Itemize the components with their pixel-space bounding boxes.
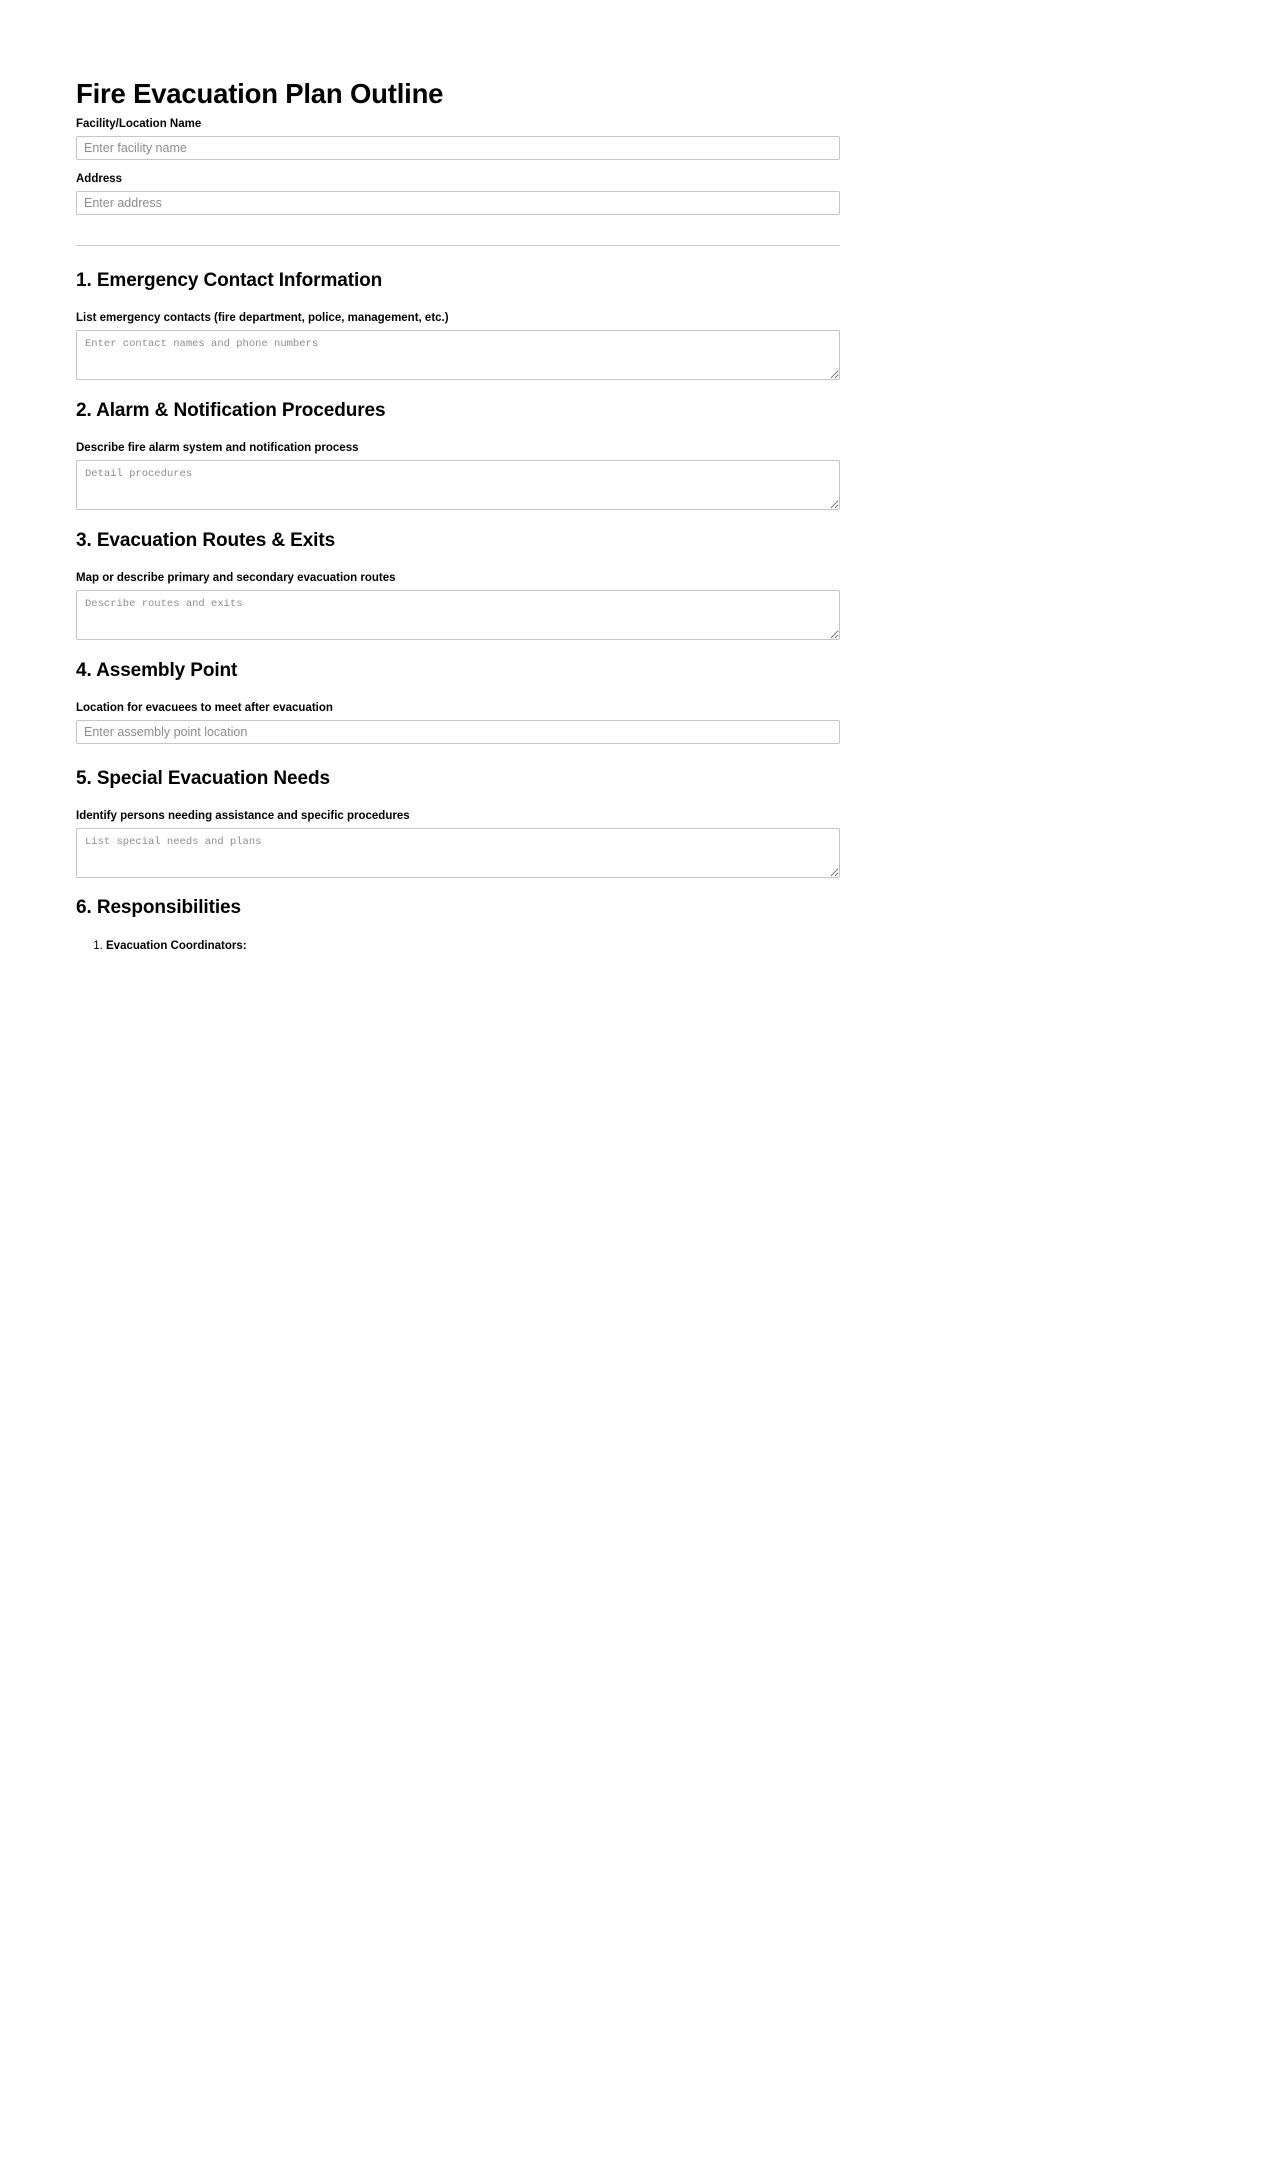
label-emergency-contacts: List emergency contacts (fire department, police, management, etc.) (76, 311, 449, 324)
evacuation-routes-textarea[interactable] (76, 590, 840, 640)
label-special-needs: Identify persons needing assistance and specific procedures (76, 809, 410, 822)
special-needs-textarea[interactable] (76, 828, 840, 878)
label-facility-name: Facility/Location Name (76, 118, 202, 130)
section-heading: 4. Assembly Point (76, 660, 238, 681)
section-assembly-point (76, 660, 840, 744)
page-title: Fire Evacuation Plan Outline (76, 78, 444, 109)
assembly-point-input[interactable] (76, 720, 840, 744)
section-heading: 1. Emergency Contact Information (76, 270, 383, 291)
facility-name-input[interactable] (76, 136, 840, 160)
label-address: Address (76, 173, 123, 185)
label-alarm-procedures: Describe fire alarm system and notification process (76, 441, 359, 454)
address-input[interactable] (76, 191, 840, 215)
section-heading: 5. Special Evacuation Needs (76, 768, 330, 789)
section-responsibilities (76, 897, 247, 954)
responsibilities-list (76, 938, 247, 955)
section-heading: 6. Responsibilities (76, 897, 241, 918)
section-divider (76, 245, 840, 246)
section-evacuation-routes-exits (76, 530, 840, 640)
label-assembly-point: Location for evacuees to meet after evacuation (76, 701, 333, 714)
section-emergency-contact-information (76, 270, 840, 380)
list-item-label: Evacuation Coordinators: (106, 939, 247, 952)
section-alarm-notification-procedures (76, 400, 840, 510)
section-special-evacuation-needs (76, 768, 840, 878)
list-item (106, 938, 247, 955)
section-heading: 3. Evacuation Routes & Exits (76, 530, 336, 551)
field-group-facility-name (76, 118, 840, 160)
emergency-contacts-textarea[interactable] (76, 330, 840, 380)
alarm-procedures-textarea[interactable] (76, 460, 840, 510)
label-evacuation-routes: Map or describe primary and secondary evacuation routes (76, 571, 396, 584)
section-heading: 2. Alarm & Notification Procedures (76, 400, 386, 421)
field-group-address (76, 173, 840, 215)
